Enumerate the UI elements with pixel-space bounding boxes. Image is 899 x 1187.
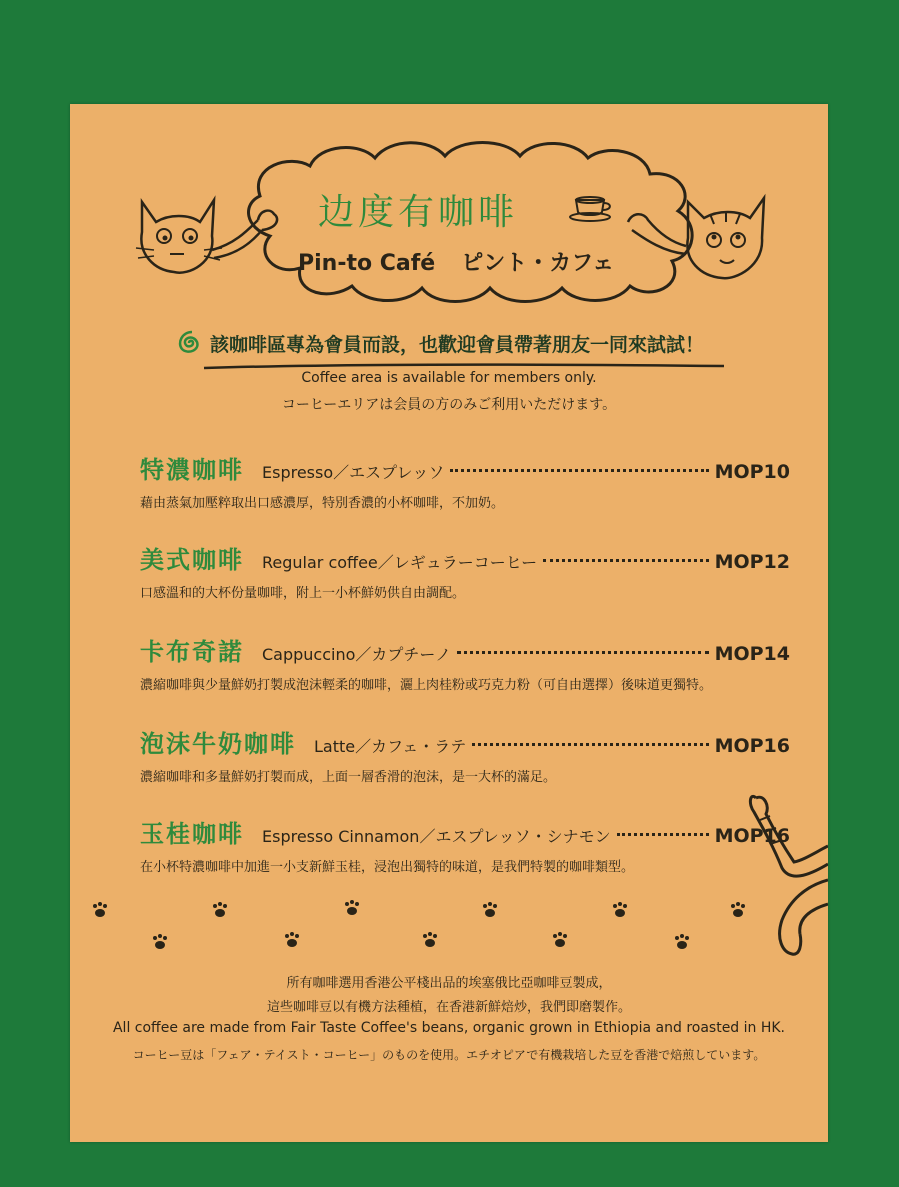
paw-print-icon <box>731 902 745 917</box>
paw-print-icon <box>613 902 627 917</box>
menu-item-name: 玉桂咖啡 <box>140 820 244 848</box>
members-banner: 該咖啡區專為會員而設，也歡迎會員帶著朋友一同來試試！ <box>210 334 705 356</box>
paw-print-icon <box>285 932 299 947</box>
menu-item-english-name: Regular coffee／レギュラーコーヒー <box>262 553 538 572</box>
leader-dots <box>457 651 708 654</box>
paw-print-icon <box>345 900 359 915</box>
menu-item <box>140 540 790 601</box>
footer-chinese-line-2: 這些咖啡豆以有機方法種植，在香港新鮮焙炒，我們即磨製作。 <box>266 1000 631 1015</box>
menu-item <box>140 724 790 785</box>
footer-chinese-line-1: 所有咖啡選用香港公平棧出品的埃塞俄比亞咖啡豆製成， <box>286 976 612 991</box>
footer-english: All coffee are made from Fair Taste Coffee's beans, organic grown in Ethiopia and roasted in HK. <box>112 1020 786 1036</box>
menu-item-price: MOP16 <box>714 825 790 847</box>
menu-item-english-name: Espresso Cinnamon／エスプレッソ・シナモン <box>262 827 611 846</box>
paw-print-icon <box>675 934 689 949</box>
menu-item-description: 藉由蒸氣加壓粹取出口感濃厚，特別香濃的小杯咖啡，不加奶。 <box>140 496 505 511</box>
members-notice-english: Coffee area is available for members only. <box>301 370 597 386</box>
menu-item-description: 濃縮咖啡和多量鮮奶打製而成，上面一層香滑的泡沫，是一大杯的滿足。 <box>140 770 557 785</box>
menu-item-price: MOP16 <box>714 735 790 757</box>
menu-item-price: MOP12 <box>714 551 790 573</box>
right-cat-illustration <box>626 190 771 285</box>
menu-item-description: 濃縮咖啡與少量鮮奶打製成泡沫輕柔的咖啡，灑上肉桂粉或巧克力粉（可自由選擇）後味道更獨特。 <box>140 678 713 693</box>
menu-item <box>140 814 790 875</box>
menu-item-english-name: Cappuccino／カプチーノ <box>262 645 452 664</box>
menu-item-english-name: Latte／カフェ・ラテ <box>314 737 467 756</box>
leader-dots <box>450 469 708 472</box>
menu-item-english-name: Espresso／エスプレッソ <box>262 463 445 482</box>
leader-dots <box>543 559 708 562</box>
paw-print-icon <box>423 932 437 947</box>
cafe-title-japanese: ピント・カフェ <box>461 251 615 276</box>
spiral-icon <box>174 328 204 358</box>
paw-print-icon <box>483 902 497 917</box>
menu-item-name: 特濃咖啡 <box>140 456 244 484</box>
menu-item-description: 口感溫和的大杯份量咖啡，附上一小杯鮮奶供自由調配。 <box>140 586 466 601</box>
menu-item <box>140 632 790 693</box>
menu-item-name: 美式咖啡 <box>140 546 244 574</box>
paw-prints-decoration <box>70 899 828 959</box>
paw-print-icon <box>213 902 227 917</box>
menu-item-price: MOP14 <box>714 643 790 665</box>
paw-print-icon <box>93 902 107 917</box>
footer-japanese: コーヒー豆は「フェア・テイスト・コーヒー」のものを使用。エチオピアで有機栽培した豆を香港で焙煎しています。 <box>132 1048 766 1062</box>
menu-item-price: MOP10 <box>714 461 790 483</box>
menu-item <box>140 450 790 511</box>
menu-item-name: 泡沫牛奶咖啡 <box>140 730 296 758</box>
leader-dots <box>472 743 708 746</box>
leader-dots <box>617 833 709 836</box>
paw-print-icon <box>553 932 567 947</box>
menu-item-description: 在小杯特濃咖啡中加進一小支新鮮玉桂，浸泡出獨特的味道，是我們特製的咖啡類型。 <box>140 860 635 875</box>
menu-paper <box>70 104 828 1142</box>
menu-item-name: 卡布奇諾 <box>140 638 244 666</box>
paw-print-icon <box>153 934 167 949</box>
members-notice-japanese: コーヒーエリアは会員の方のみご利用いただけます。 <box>281 397 617 413</box>
cafe-title-english: Pin-to Café <box>298 251 436 276</box>
cafe-title-chinese: 边度有咖啡 <box>318 192 519 233</box>
coffee-cup-icon <box>568 192 614 222</box>
left-cat-illustration <box>134 192 284 282</box>
